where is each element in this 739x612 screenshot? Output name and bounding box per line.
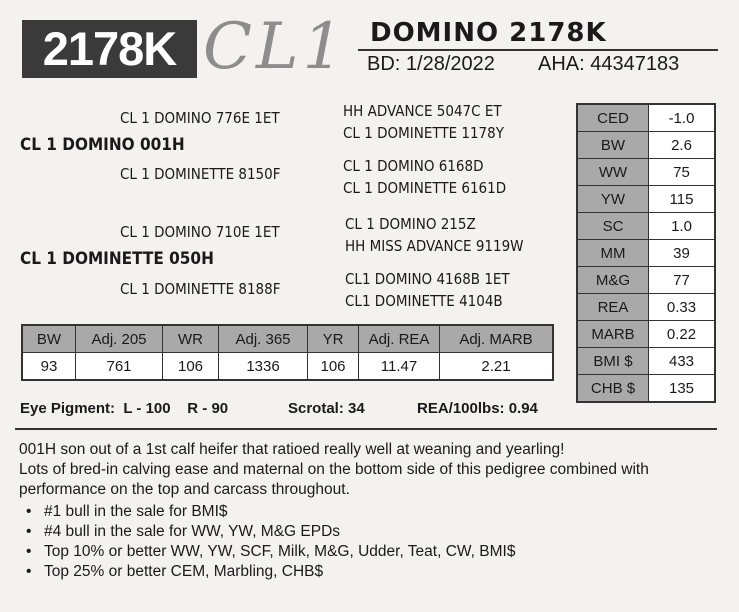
epd-row (577, 104, 715, 132)
epd-value: -1.0 (649, 104, 716, 132)
notes-bullet: • #4 bull in the sale for WW, YW, M&G EPDs (44, 522, 719, 542)
pedigree-sire-sire-sire: HH ADVANCE 5047C ET (343, 102, 502, 120)
performance-header: Adj. 205 (76, 325, 163, 353)
epd-row (577, 186, 715, 213)
pedigree-sire: CL 1 DOMINO 001H (20, 135, 185, 155)
epd-label: CHB $ (577, 375, 649, 403)
performance-value: 106 (308, 353, 359, 381)
notes-bullet: • #1 bull in the sale for BMI$ (44, 502, 719, 522)
epd-table (576, 103, 716, 403)
epd-value: 75 (649, 159, 716, 186)
pedigree-dam-sire-dam: HH MISS ADVANCE 9119W (345, 237, 524, 255)
epd-label: M&G (577, 267, 649, 294)
performance-header: Adj. REA (359, 325, 440, 353)
birth-date: BD: 1/28/2022 (367, 53, 495, 75)
pedigree-sire-sire: CL 1 DOMINO 776E 1ET (120, 109, 280, 127)
performance-value: 106 (163, 353, 219, 381)
performance-value: 11.47 (359, 353, 440, 381)
performance-value: 93 (22, 353, 76, 381)
epd-label: WW (577, 159, 649, 186)
eye-pigment: Eye Pigment: L - 100 R - 90 (20, 400, 229, 417)
pedigree-dam-dam-sire: CL1 DOMINO 4168B 1ET (345, 270, 510, 288)
notes-bullet: • Top 25% or better CEM, Marbling, CHB$ (44, 562, 719, 582)
performance-value: 761 (76, 353, 163, 381)
epd-label: CED (577, 104, 649, 132)
epd-label: SC (577, 213, 649, 240)
notes-line: Lots of bred-in calving ease and maternal on the bottom side of this pedigree combined with performance on the top and carcass throughout. (19, 461, 649, 498)
rea-per-100lbs: REA/100lbs: 0.94 (417, 400, 538, 417)
epd-row (577, 321, 715, 348)
notes-line: 001H son out of a 1st calf heifer that ratioed really well at weaning and yearling! (19, 441, 565, 458)
epd-value: 115 (649, 186, 716, 213)
pedigree-dam-dam: CL 1 DOMINETTE 8188F (120, 280, 281, 298)
epd-value: 0.33 (649, 294, 716, 321)
epd-value: 433 (649, 348, 716, 375)
pedigree-sire-dam-sire: CL 1 DOMINO 6168D (343, 157, 484, 175)
epd-value: 39 (649, 240, 716, 267)
pedigree-dam-dam-dam: CL1 DOMINETTE 4104B (345, 292, 503, 310)
performance-header: YR (308, 325, 359, 353)
brand-mark: CL1 (203, 10, 348, 84)
lot-number-badge: 2178K (22, 20, 197, 78)
performance-header: BW (22, 325, 76, 353)
epd-value: 77 (649, 267, 716, 294)
epd-row (577, 267, 715, 294)
pedigree-sire-dam-dam: CL 1 DOMINETTE 6161D (343, 179, 507, 197)
epd-row (577, 375, 715, 403)
performance-value: 2.21 (440, 353, 554, 381)
epd-label: MM (577, 240, 649, 267)
notes-bullet: • Top 10% or better WW, YW, SCF, Milk, M&G, Udder, Teat, CW, BMI$ (44, 542, 719, 562)
epd-label: MARB (577, 321, 649, 348)
epd-row (577, 348, 715, 375)
pedigree-sire-sire-dam: CL 1 DOMINETTE 1178Y (343, 124, 504, 142)
performance-table (21, 324, 554, 381)
notes-section (19, 440, 719, 582)
epd-label: BW (577, 132, 649, 159)
epd-value: 135 (649, 375, 716, 403)
pedigree-dam: CL 1 DOMINETTE 050H (20, 249, 214, 269)
performance-header: WR (163, 325, 219, 353)
scrotal: Scrotal: 34 (288, 400, 365, 417)
epd-value: 1.0 (649, 213, 716, 240)
performance-value: 1336 (219, 353, 308, 381)
header-divider (358, 49, 718, 51)
aha-number: AHA: 44347183 (538, 53, 680, 75)
epd-value: 0.22 (649, 321, 716, 348)
performance-header-row (22, 325, 553, 353)
notes-bullet-list (19, 502, 719, 582)
epd-label: YW (577, 186, 649, 213)
pedigree-sire-dam: CL 1 DOMINETTE 8150F (120, 165, 281, 183)
epd-row (577, 213, 715, 240)
pedigree-dam-sire: CL 1 DOMINO 710E 1ET (120, 223, 280, 241)
epd-value: 2.6 (649, 132, 716, 159)
pedigree-dam-sire-sire: CL 1 DOMINO 215Z (345, 215, 476, 233)
epd-row (577, 159, 715, 186)
epd-label: BMI $ (577, 348, 649, 375)
epd-row (577, 132, 715, 159)
animal-name: DOMINO 2178K (370, 18, 607, 48)
performance-value-row (22, 353, 553, 381)
epd-label: REA (577, 294, 649, 321)
performance-header: Adj. MARB (440, 325, 554, 353)
epd-row (577, 294, 715, 321)
epd-row (577, 240, 715, 267)
notes-divider (15, 428, 717, 430)
performance-header: Adj. 365 (219, 325, 308, 353)
